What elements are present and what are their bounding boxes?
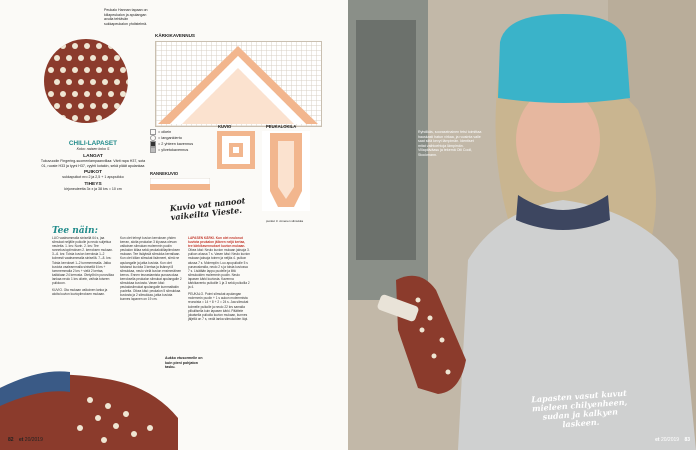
mitten-pattern-dot xyxy=(90,55,96,61)
pattern-title: KUVIO xyxy=(218,124,232,129)
needles-heading: PUIKOT xyxy=(83,170,103,176)
chart-triangle xyxy=(156,42,321,126)
quote: Lapasten vasut kuvut mieleen chilyenheen, sudan ja kalkyen laskeen. xyxy=(530,387,628,430)
right-footer xyxy=(655,437,690,443)
recipe-title: CHILI-LAPASET xyxy=(68,140,118,147)
mitten-pattern-dot xyxy=(48,43,54,49)
mitten-pattern-dot xyxy=(60,91,66,97)
photo-caption-right: Ryhdikäs, sooraseinainen fetsi toimittaa hauskasti hatun virkaa, ja ruusinta valle saat siitä kevyt lämpimän. Identiset mitat vaihtoehtoja lämpimän. Villapäiväasu ja tekemä Oili Cooll, Stockmann. xyxy=(418,130,482,157)
right-page xyxy=(348,0,696,450)
ribbing-chart xyxy=(150,178,210,190)
mitten-pattern-dot xyxy=(84,115,90,121)
legend-item-yarnover: = langankierto xyxy=(150,135,193,141)
mitten-pattern-dot xyxy=(54,79,60,85)
mitten-pattern-dot xyxy=(96,43,102,49)
mitten-pattern-dot xyxy=(120,43,126,49)
mitten-pattern-dot xyxy=(54,103,60,109)
left-footer xyxy=(8,437,43,443)
mitten-pattern-dot xyxy=(108,91,114,97)
mitten-pattern-dot xyxy=(72,115,78,121)
instructions-col-3 xyxy=(188,236,250,321)
legend-item-ssk: = ylivetokavennus xyxy=(150,147,193,153)
mitten-pattern-dot xyxy=(84,91,90,97)
col2-text: Kun olet tehnyt kuvion kerroksen yhden kerran, aloita peukalon 3 kiyussa olevan valkoisen silmukan molemmin puolin peukalon kiilaa sekä peukalokiilapiirroksen mukaan. Tee lisäyksiä silmukka kerrallaan. Kun olet kiilan silmukat lisänneet, siirrä ne apulangalle ja jatka kuviota. Kun olet toistanut kuviota 3 kertaa ja lisännyt 8 silmukkaa, neulo vielä kuvion ensimmäinen kerros. Ennen teurastamista punavuokaa kerroksella peukalon silmukat apulangalle 2 silmukkaa kuviosta. Vasen käsi: peukalosilmukat apulangalle kummaltakin puolelta. Oikea käsi: peukalon 5 silmukkaa kuviosta ja 2 silmukkaa, jatka kuviota kunnes lapanen on 19 cm. xyxy=(120,236,182,302)
col3-text: Oikea käsi: Neulo kuvion mukaan jaksoja 3. puikon alussa 7 s. Vasen käsi: Neulo kuvion mukaan jaksoja toinen ja neljäs 4. puikon alussa 7 s. Molempiin: Luo apupuikolle 5 s punaruskealla, neulo 2 s ja toista kuviossa 7 s. Lisätään lappu puolelle ja liitä silmukoiden molemmin puolin. Neulo lapasen kärki kuviosta. Kavenna kärkikaventu puikoille 1 ja 3 sekä puikoilla 2 ja 4. xyxy=(188,248,250,290)
mitten-pattern-dot xyxy=(66,103,72,109)
chart-title: KÄRKIKAVENNUS xyxy=(155,33,195,38)
thumb-note: punkut 3. vimenen silmukka xyxy=(266,219,304,223)
mitten-pattern-dot xyxy=(120,91,126,97)
mitten-pattern-dot xyxy=(48,91,54,97)
mitten-pattern-dot xyxy=(66,79,72,85)
mitten-pattern-dot xyxy=(72,43,78,49)
mitten-pattern-dot xyxy=(54,55,60,61)
mitten-pattern-dot xyxy=(108,115,114,121)
mitten-note: Aukko etusormelle on kuin pieni pohjaton tasku. xyxy=(165,356,203,370)
brand-left: et xyxy=(18,437,24,443)
mitten-pattern-dot xyxy=(48,115,54,121)
thumb-title: PEUKALOKILA xyxy=(266,124,297,129)
mitten-pattern-dot xyxy=(120,67,126,73)
mitten-pattern-dot xyxy=(114,55,120,61)
chart-legend xyxy=(150,129,193,153)
mitten-photo xyxy=(0,348,180,450)
mitten-pattern-dot xyxy=(60,67,66,73)
mitten-pattern-dot xyxy=(102,103,108,109)
col1b-text: KUVIO. Ota mukaan valkoinen lanka ja aloita kuvion kuviopiirroksen mukaan. xyxy=(52,288,108,297)
issue-left: 20/2019 xyxy=(24,437,43,443)
needles-text: sukkapuikot nro 2 ja 2,5 + 1 apupuikko xyxy=(62,175,124,180)
mitten-pattern-dot xyxy=(120,115,126,121)
mitten-pattern-dot xyxy=(102,55,108,61)
yarn-heading: LANGAT xyxy=(83,154,103,159)
mitten-pattern-dot xyxy=(114,79,120,85)
mitten-pattern-dot xyxy=(96,67,102,73)
photo-caption: Peukalo Hannan tapaan on kiilapeukalon ja apulangan avulla tehtävän sukkapeukalon yhdistelmä. xyxy=(104,8,148,26)
brand-right: et xyxy=(655,437,660,443)
pattern-chart xyxy=(217,131,255,169)
mitten-pattern-dot xyxy=(78,55,84,61)
mitten-pattern-dot xyxy=(60,43,66,49)
legend-item-k2tog: = 2 yhteen kavennus xyxy=(150,141,193,147)
instructions-col-2 xyxy=(120,236,182,302)
mitten-pattern-dot xyxy=(102,79,108,85)
mitten-pattern-dot xyxy=(126,103,128,109)
mitten-pattern-dot xyxy=(96,115,102,121)
mitten-pattern-dot xyxy=(48,67,54,73)
instructions-col-1 xyxy=(52,236,114,296)
page-number-left: 82 xyxy=(8,437,14,443)
issue-right: 20/2019 xyxy=(660,437,680,443)
woman-photo xyxy=(348,0,696,450)
recipe-info xyxy=(38,140,148,191)
legend-item-knit: = oikein xyxy=(150,129,193,135)
mitten-pattern-dot xyxy=(114,103,120,109)
col3b-text: PEUKALO. Poimi silmukat apulangan molemmin puolin + 1 s aukon molemmista reunoista = 14 + 8 + 2 = 24 s. Jaa silmukat kolmelle puikolle ja neulo 22 krs samalla pilkullisella kuin lapasen kärki. Päättele jokaisella puikolla kuvion mukaan, kunnes jäljellä on 7 s, vedä lanka silmukoiden läpi. xyxy=(188,292,249,321)
ribbing-title: RANNEKUVIO xyxy=(150,171,179,176)
mitten-pattern-dot xyxy=(108,43,114,49)
mitten-pattern-dot xyxy=(90,79,96,85)
mitten-pattern-dot xyxy=(78,103,84,109)
handwritten-note: Kuvio vat nanoot vaikeilta Vieste. xyxy=(169,195,246,222)
mitten-pattern-dot xyxy=(108,67,114,73)
tip-decrease-chart xyxy=(155,41,322,127)
mitten-pattern-dot xyxy=(78,79,84,85)
mitten-pattern-dot xyxy=(84,43,90,49)
gauge-text: kirjoneuleetta 3x x ja 38 krs = 10 cm xyxy=(64,186,122,191)
mitten-pattern-dot xyxy=(72,91,78,97)
mitten-thumb-photo xyxy=(44,39,128,123)
mitten-pattern-dot xyxy=(96,91,102,97)
col3-head: LAPASEN KÄRKI. Kun olet neulonut kuviota peukalon jälkeen neljä kertaa, tee kärkikavennukset kuvion mukaan. xyxy=(188,236,246,249)
mitten-pattern-dot xyxy=(126,55,128,61)
mitten-pattern-dot xyxy=(60,115,66,121)
page-number-right: 83 xyxy=(684,437,690,443)
size-line: Koko: naisen koko S xyxy=(76,147,110,151)
mitten-pattern-dot xyxy=(90,103,96,109)
mitten-pattern-dot xyxy=(126,79,128,85)
mitten-pattern-dot xyxy=(84,67,90,73)
col1-text: LUO vaaleammalla sinisellä 64 s, jaa silmukat neljälle puikolle ja neulo suljettua neuletta. 1. krs: Nurin. 2. krs: Tee rannekuviopiirroksen 2. kerroksen mukaan. 3.–6. krs: Toista kuvion kerroksia 1–2 kolmesti vaaleammalla sinisellä. 7.–8. krs: Toista kerrokset 1–2 tummemmalla. Jatka kuviota vaaleammalla sinisellä 6 krs + tummemmalla 2 krs + vielä 2 kertaa, kaikkiaan 24 kerrosta. Otetyöhön punoviilaa lankaa neulo 1 krs oikein, vaihda toiseen puikkoon. xyxy=(52,236,114,286)
mitten-pattern-dot xyxy=(66,55,72,61)
instructions-heading: Tee näin: xyxy=(52,226,98,236)
yarn-text: Tukuvuodin Fingering-suomenlampaanvillaa: Värit rapa H37, sota 01, ruoste H33 ja tyyni H37, vyyhti kotakin, sekä pläät apulankaa xyxy=(40,159,146,168)
mitten-pattern-dot xyxy=(72,67,78,73)
gauge-heading: TIHEYS xyxy=(84,181,102,187)
